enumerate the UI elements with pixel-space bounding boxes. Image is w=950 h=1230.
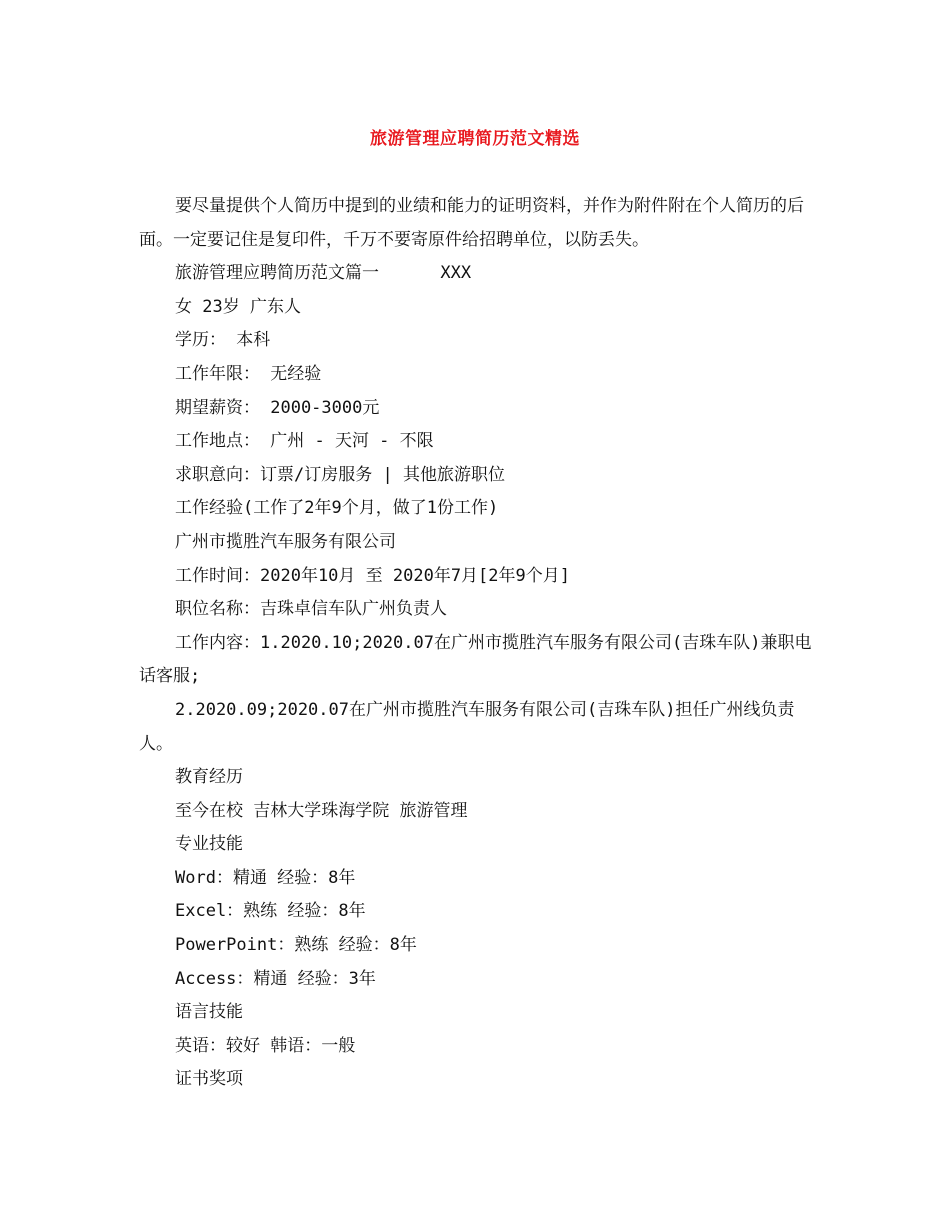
paragraph-education-heading: 教育经历 [175, 767, 243, 788]
paragraph-skill-word: Word：精通 经验：8年 [175, 867, 356, 888]
paragraph-language-detail: 英语：较好 韩语：一般 [175, 1035, 356, 1056]
paragraph-expected-salary: 期望薪资： 2000-3000元 [175, 397, 380, 418]
document-title: 旅游管理应聘简历范文精选 [370, 129, 580, 149]
paragraph-intro: 要尽量提供个人简历中提到的业绩和能力的证明资料，并作为附件附在个人简历的后面。一定要记住是复印件，千万不要寄原件给招聘单位，以防丢失。 [139, 196, 804, 250]
paragraph-skill-powerpoint: PowerPoint：熟练 经验：8年 [175, 935, 417, 956]
paragraph-work-content-1: 工作内容：1.2020.10;2020.07在广州市揽胜汽车服务有限公司(吉珠车队)兼职电话客服; [139, 632, 812, 687]
paragraph-education-detail: 至今在校 吉林大学珠海学院 旅游管理 [175, 800, 468, 821]
paragraph-language-heading: 语言技能 [175, 1002, 243, 1023]
paragraph-certificates-heading: 证书奖项 [175, 1069, 243, 1090]
paragraph-personal-info: 女 23岁 广东人 [175, 296, 301, 317]
paragraph-skills-heading: 专业技能 [175, 834, 243, 855]
paragraph-education-level: 学历： 本科 [175, 330, 271, 351]
paragraph-work-time: 工作时间：2020年10月 至 2020年7月[2年9个月] [175, 565, 570, 586]
paragraph-job-intention: 求职意向：订票/订房服务 | 其他旅游职位 [175, 464, 505, 485]
paragraph-work-experience-heading: 工作经验(工作了2年9个月，做了1份工作) [175, 498, 499, 519]
paragraph-work-content-2: 2.2020.09;2020.07在广州市揽胜汽车服务有限公司(吉珠车队)担任广州线负责人。 [139, 699, 795, 754]
paragraph-work-years: 工作年限： 无经验 [175, 363, 322, 384]
paragraph-skill-excel: Excel：熟练 经验：8年 [175, 901, 366, 922]
paragraph-company-name: 广州市揽胜汽车服务有限公司 [175, 531, 396, 552]
paragraph-position-title: 职位名称：吉珠卓信车队广州负责人 [175, 599, 447, 620]
document-body [139, 190, 815, 1097]
paragraph-work-location: 工作地点： 广州 - 天河 - 不限 [175, 431, 434, 452]
paragraph-resume-heading: 旅游管理应聘简历范文篇一 XXX [175, 263, 472, 284]
paragraph-skill-access: Access：精通 经验：3年 [175, 968, 376, 989]
